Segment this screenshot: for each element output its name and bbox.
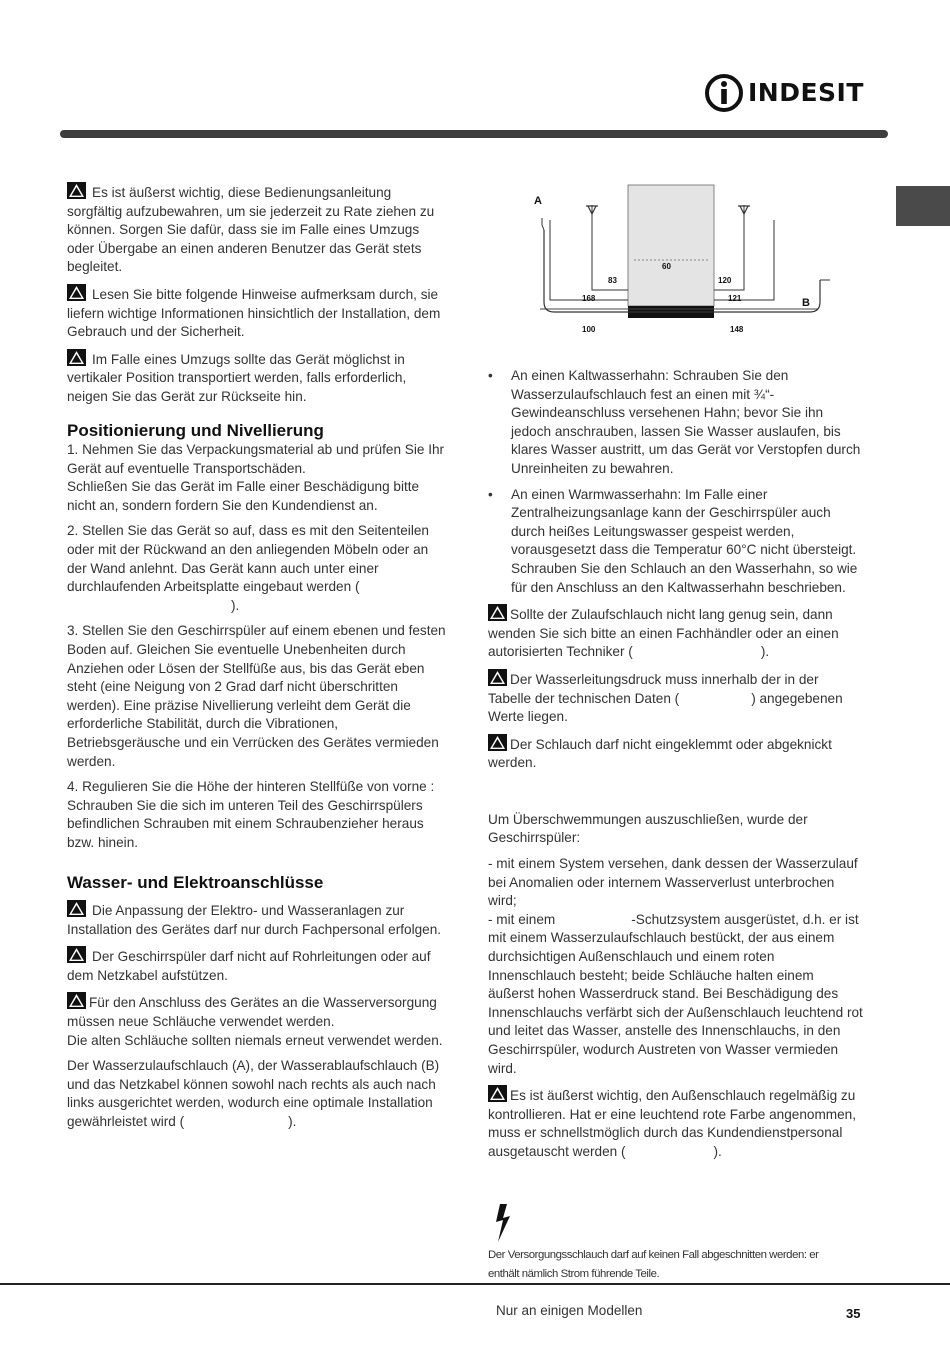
- section-tab: [896, 186, 950, 226]
- dimension-label: 121: [728, 294, 742, 303]
- warning-paragraph: Die Anpassung der Elektro- und Wasseranlagen zur Installation des Gerätes darf nur durch Fachpersonal erfolgen.: [67, 900, 445, 939]
- warning-icon: [67, 182, 86, 199]
- warning-icon: [67, 284, 86, 301]
- page-number: 35: [846, 1306, 861, 1321]
- warning-paragraph: Der Geschirrspüler darf nicht auf Rohrleitungen oder auf dem Netzkabel aufstützen.: [67, 946, 445, 985]
- label-b: B: [802, 297, 810, 309]
- section-title-connections: Wasser- und Elektroanschlüsse: [67, 873, 324, 892]
- paragraph: 2. Stellen Sie das Gerät so auf, dass es mit den Seitenteilen oder mit der Rückwand an den anliegenden Möbeln oder an der Wand anlehnt. Das Gerät kann auch unter einer durchlaufenden Arbeitsplatte eingebaut werden ().: [67, 523, 429, 613]
- warning-paragraph: Es ist äußerst wichtig, diese Bedienungsanleitung sorgfältig aufzubewahren, um sie jederzeit zu Rate ziehen zu können. Sorgen Sie dafür, dass sie im Falle eines Umzugs oder Übergabe an einen anderen Benutzer das Gerät stets begleitet.: [67, 182, 445, 277]
- paragraph: Der Wasserzulaufschlauch (A), der Wasserablaufschlauch (B) und das Netzkabel können sowohl nach rechts als auch nach links ausgerichtet werden, wodurch eine optimale Installation gewährleistet wird ( ).: [67, 1058, 440, 1129]
- brand-logo: [704, 72, 874, 114]
- right-text: [488, 367, 863, 1162]
- connections-text: [67, 900, 445, 1132]
- paragraph: 4. Regulieren Sie die Höhe der hinteren Stellfüße von vorne : Schrauben Sie die sich im unteren Teil des Geschirrspülers befindlichen Schrauben mit einem Schraubenzieher heraus bzw. hinein.: [67, 779, 435, 850]
- paragraph: 1. Nehmen Sie das Verpackungsmaterial ab und prüfen Sie Ihr Gerät auf eventuelle Transportschäden.: [67, 442, 445, 476]
- list-item: • An einen Warmwasserhahn: Im Falle einer Zentralheizungsanlage kann der Geschirrspüler auch durch heißes Leitungswasser gespeist werden, vorausgesetzt dass die Temperatur 60°C nicht übersteigt. Schrauben Sie den Schlauch an den Wasserhahn, so wie für den Anschluss an den Kaltwasserhahn beschrieben.: [488, 486, 858, 595]
- left-intro: [67, 182, 445, 407]
- dimension-label: 168: [582, 294, 596, 303]
- footer-divider: [0, 1283, 950, 1285]
- section-title-positioning: Positionierung und Nivellierung: [67, 421, 324, 440]
- bullet-icon: •: [488, 368, 493, 383]
- brand-name: INDESIT: [748, 78, 864, 107]
- paragraph: Schließen Sie das Gerät im Falle einer Beschädigung bitte nicht an, sondern fordern Sie den Kundendienst an.: [67, 479, 420, 513]
- footer-note: Nur an einigen Modellen: [496, 1303, 643, 1318]
- warning-icon: [488, 1085, 507, 1102]
- label-a: A: [534, 195, 542, 207]
- indesit-logo-icon: [704, 72, 744, 114]
- warning-icon: [67, 900, 86, 917]
- warning-icon: [67, 946, 86, 963]
- warning-paragraph: Es ist äußerst wichtig, den Außenschlauch regelmäßig zu kontrollieren. Hat er eine leuchtend rote Farbe angenommen, muss er schnellstmöglich durch das Kundendienstpersonal ausgetauscht werden ( ).: [488, 1085, 863, 1161]
- warning-icon: [488, 669, 507, 686]
- paragraph: Die alten Schläuche sollten niemals erneut verwendet werden.: [67, 1032, 443, 1048]
- paragraph: 3. Stellen Sie den Geschirrspüler auf einem ebenen und festen Boden auf. Gleichen Sie eventuelle Unebenheiten durch Anziehen oder Lösen der Stellfüße aus, bis das Gerät eben steht (eine Neigung von 2 Grad darf nicht überschritten werden). Eine präzise Nivellierung verleiht dem Gerät die erforderliche Stabilität, durch die Vibrationen, Betriebsgeräusche und ein Verrücken des Gerätes vermieden werden.: [67, 623, 446, 769]
- warning-icon: [488, 734, 507, 751]
- warning-paragraph: Lesen Sie bitte folgende Hinweise aufmerksam durch, sie liefern wichtige Informationen hinsichtlich der Installation, dem Gebrauch und der Sicherheit.: [67, 284, 445, 342]
- dimension-label: 100: [582, 325, 596, 334]
- electric-hazard-icon: [494, 1204, 514, 1244]
- header-bar: [60, 130, 888, 138]
- bullet-icon: •: [488, 486, 493, 502]
- warning-paragraph: Der Schlauch darf nicht eingeklemmt oder abgeknickt werden.: [488, 734, 863, 773]
- dimension-label: 60: [662, 262, 671, 271]
- list-item: • An einen Kaltwasserhahn: Schrauben Sie den Wasserzulaufschlauch fest an einen mit ¾“-Gewindeanschluss versehenen Hahn; bevor Sie ihn jedoch anschrauben, lassen Sie Wasser auslaufen, bis klares Wasser austritt, um das Gerät vor Verstopfen durch Unreinheiten zu bewahren.: [488, 368, 861, 476]
- dimension-label: 148: [730, 325, 744, 334]
- dishwasher-outline: [628, 185, 714, 306]
- electric-warning-note: Der Versorgungsschlauch darf auf keinen Fall abgeschnitten werden: er enthält nämlich Strom führende Teile.: [488, 1249, 819, 1280]
- positioning-text: [67, 441, 447, 852]
- warning-icon: [488, 604, 507, 621]
- paragraph: - mit einem -Schutzsystem ausgerüstet, d.h. er ist mit einem Wasserzulaufschlauch bestückt, der aus einem durchsichtigen Außenschlauch und einem roten Innenschlauch besteht; beide Schläuche halten einem äußerst hohen Wasserdruck stand. Bei Beschädigung des Innenschlauchs verfärbt sich der Außenschlauch leuchtend rot und leitet das Wasser, anstelle des Innenschlauchs, in den Geschirrspüler, wodurch Austreten von Wasser vermieden wird.: [488, 911, 863, 1076]
- warning-paragraph: Der Wasserleitungsdruck muss innerhalb der in der Tabelle der technischen Daten ( ) angegebenen Werte liegen.: [488, 669, 863, 727]
- warning-paragraph: Im Falle eines Umzugs sollte das Gerät möglichst in vertikaler Position transportiert werden, falls erforderlich, neigen Sie das Gerät zur Rückseite hin.: [67, 349, 445, 407]
- installation-diagram: [530, 180, 830, 340]
- warning-icon: [67, 992, 86, 1009]
- paragraph: - mit einem System versehen, dank dessen der Wasserzulauf bei Anomalien oder internem Wasserverlust unterbrochen wird;: [488, 856, 858, 909]
- warning-icon: [67, 349, 86, 366]
- dimension-label: 83: [608, 276, 617, 285]
- warning-paragraph: Sollte der Zulaufschlauch nicht lang genug sein, dann wenden Sie sich bitte an einen Fachhändler oder an einen autorisierten Techniker ( ).: [488, 604, 863, 662]
- warning-paragraph: Für den Anschluss des Gerätes an die Wasserversorgung müssen neue Schläuche verwendet werden.: [67, 992, 445, 1031]
- dimension-label: 120: [718, 276, 732, 285]
- paragraph: Um Überschwemmungen auszuschließen, wurde der Geschirrspüler:: [488, 811, 808, 846]
